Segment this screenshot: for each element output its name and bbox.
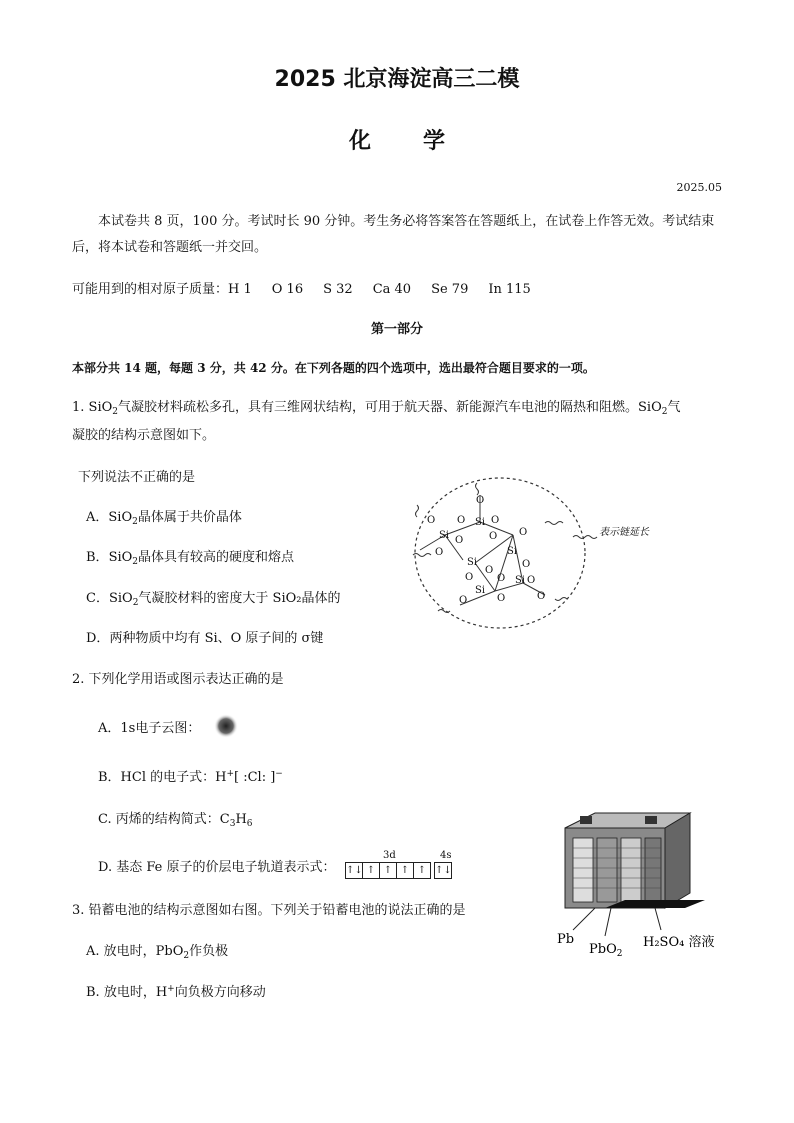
q1-stem-line-2: 凝胶的结构示意图如下。 <box>72 428 216 443</box>
lead-acid-battery-figure <box>555 808 725 960</box>
orbital-box: ↑ <box>396 862 413 879</box>
chain-extension-legend: 表示链延长 <box>599 527 649 538</box>
q1-option-d[interactable]: D．两种物质中均有 Si、O 原子间的 σ键 <box>86 631 324 646</box>
atomic-mass-label: 可能用到的相对原子质量： <box>72 282 229 297</box>
q2-option-c[interactable]: C. 丙烯的结构简式：$C_3H_6$ <box>98 812 253 829</box>
intro-line-1: 本试卷共 8 页，100 分。考试时长 90 分钟。考生务必将答案答在答题纸上，在试卷上作答无效。考试结束 <box>98 214 715 229</box>
part-heading: 第一部分 <box>370 322 423 337</box>
o-atom: O <box>457 515 466 526</box>
o-atom: O <box>497 573 506 584</box>
o-atom: O <box>455 535 464 546</box>
si-atom: Si <box>467 557 478 568</box>
q2-option-b[interactable]: B．HCl 的电子式：H+[ :Cl: ]− <box>98 769 283 785</box>
part-instructions: 本部分共 14 题，每题 3 分，共 42 分。在下列各题的四个选项中，选出最符合题目要求的一项。 <box>72 361 595 375</box>
o-atom: O <box>522 559 531 570</box>
atomic-mass-item: H 1 <box>228 282 252 297</box>
o-atom: O <box>519 527 528 538</box>
q3-option-a[interactable]: A. 放电时，PbO$_2$作负极 <box>86 944 229 961</box>
o-atom: O <box>459 595 468 606</box>
q1-prompt: 下列说法不正确的是 <box>78 470 196 485</box>
exam-date: 2025.05 <box>676 181 722 194</box>
q2-stem: 2. 下列化学用语或图示表达正确的是 <box>72 672 284 687</box>
o-atom: O <box>435 547 444 558</box>
q1-option-a[interactable]: A．SiO$_2$晶体属于共价晶体 <box>86 510 242 527</box>
orbital-4s-label: 4s <box>440 850 452 861</box>
si-atom: Si <box>439 530 450 541</box>
atomic-mass-item: Se 79 <box>431 282 469 297</box>
si-atom: Si <box>515 575 526 586</box>
si-atom: Si <box>475 517 486 528</box>
q2-option-d[interactable]: D. 基态 Fe 原子的价层电子轨道表示式： <box>98 860 336 875</box>
page-title: 2025 北京海淀高三二模 <box>274 67 520 92</box>
orbital-4s-boxes <box>434 862 452 879</box>
pbo2-label: PbO$_2$ <box>589 942 623 959</box>
q1-option-c[interactable]: C．SiO$_2$气凝胶材料的密度大于 SiO₂晶体的 <box>86 591 341 608</box>
orbital-3d-label: 3d <box>383 850 396 861</box>
orbital-box: ↑↓ <box>345 862 362 879</box>
atomic-mass-line <box>72 280 551 300</box>
orbital-box: ↑↓ <box>434 862 452 879</box>
pb-label: Pb <box>557 932 575 947</box>
orbital-box: ↑ <box>362 862 379 879</box>
1s-electron-cloud-figure <box>213 713 239 739</box>
o-atom: O <box>427 515 436 526</box>
o-atom: O <box>527 575 536 586</box>
intro-line-2: 后，将本试卷和答题纸一并交回。 <box>72 240 268 255</box>
o-atom: O <box>485 565 494 576</box>
orbital-3d-boxes <box>345 862 431 879</box>
q3-option-b[interactable]: B. 放电时，H+向负极方向移动 <box>86 984 266 1000</box>
o-atom: O <box>537 591 546 602</box>
o-atom: O <box>497 593 506 604</box>
o-atom: O <box>491 515 500 526</box>
q1-option-b[interactable]: B．SiO$_2$晶体具有较高的硬度和熔点 <box>86 550 295 567</box>
sio2-structure-figure <box>405 475 675 635</box>
atomic-mass-item: Ca 40 <box>372 282 412 297</box>
q3-stem: 3. 铅蓄电池的结构示意图如右图。下列关于铅蓄电池的说法正确的是 <box>72 903 466 918</box>
o-atom: O <box>489 531 498 542</box>
si-atom: Si <box>475 585 486 596</box>
atomic-mass-item: S 32 <box>323 282 353 297</box>
h2so4-label: H₂SO₄ 溶液 <box>643 935 715 950</box>
subject-title: 化学 <box>348 129 497 154</box>
o-atom: O <box>465 572 474 583</box>
atomic-mass-list <box>228 282 551 297</box>
q1-stem-line-1: 1. SiO$_2$气凝胶材料疏松多孔，具有三维网状结构，可用于航天器、新能源汽车电池的隔热和阻燃。SiO$_2$气 <box>72 400 681 417</box>
atomic-mass-item: In 115 <box>488 282 531 297</box>
orbital-box: ↑ <box>379 862 396 879</box>
o-atom: O <box>476 495 485 506</box>
orbital-box: ↑ <box>413 862 431 879</box>
si-atom: Si <box>507 546 518 557</box>
atomic-mass-item: O 16 <box>271 282 304 297</box>
q2-option-a[interactable]: A．1s电子云图： <box>98 721 201 736</box>
